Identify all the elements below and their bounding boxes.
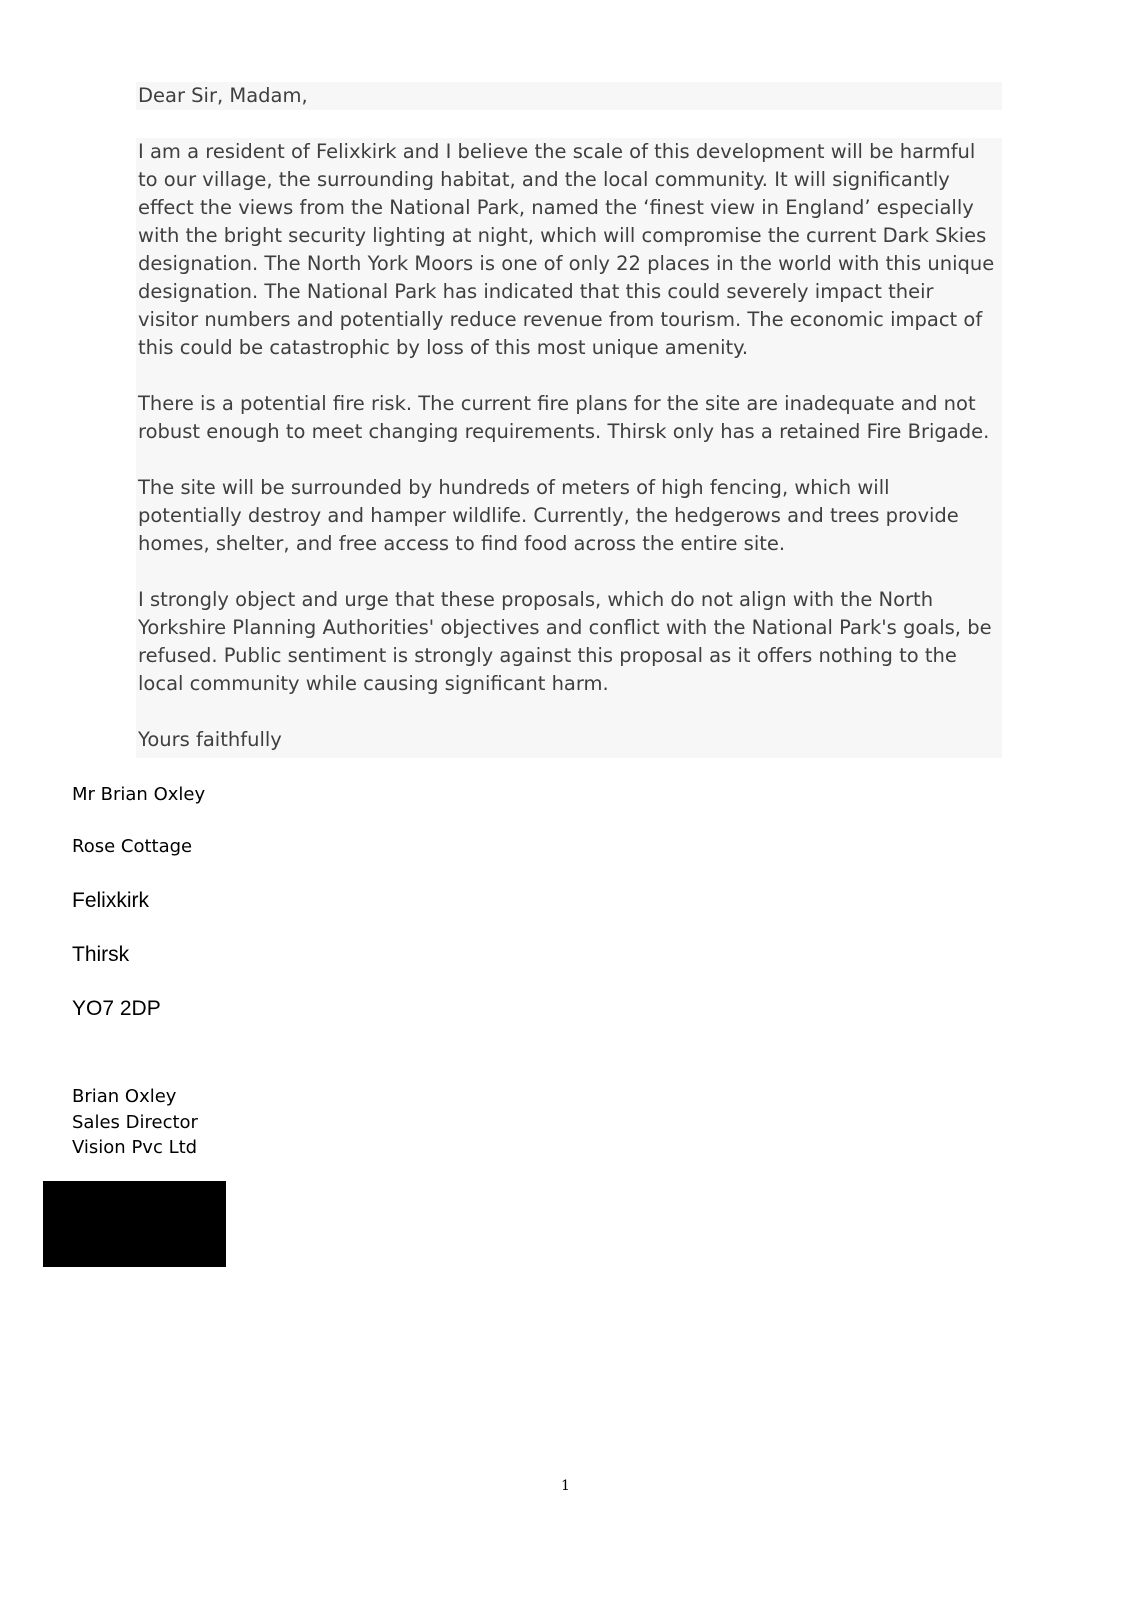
signature-name: Brian Oxley: [72, 1086, 177, 1107]
signature-company: Vision Pvc Ltd: [72, 1137, 198, 1158]
letter-paragraphs: [136, 138, 1002, 758]
address-line1: Rose Cottage: [72, 836, 193, 857]
address-town: Thirsk: [72, 943, 130, 966]
signature-title: Sales Director: [72, 1111, 198, 1133]
paragraph-fire-risk: There is a potential fire risk. The current fire plans for the site are inadequate and not robust enough to meet changing requirements. Thirsk only has a retained Fire Brigade.: [138, 392, 990, 443]
signature-block: [72, 1084, 198, 1161]
paragraph-impact: I am a resident of Felixkirk and I believe the scale of this development will be harmful to our village, the surrounding habitat, and the local community. It will significantly effect the views from the National Park, named the ‘finest view in England’ especially with the bright security lighting at night, which will compromise the current Dark Skies designation. The North York Moors is one of only 22 places in the world with this unique designation. The National Park has indicated that this could severely impact their visitor numbers and potentially reduce revenue from tourism. The economic impact of this could be catastrophic by loss of this most unique amenity.: [138, 140, 995, 359]
address-name: Mr Brian Oxley: [72, 784, 206, 805]
redaction-box: [43, 1181, 226, 1267]
page-number: 1: [561, 1478, 570, 1494]
paragraph-fencing: The site will be surrounded by hundreds of meters of high fencing, which will potentially destroy and hamper wildlife. Currently, the hedgerows and trees provide homes, shelter, and free access to find food across the entire site.: [138, 476, 959, 555]
salutation: Dear Sir, Madam,: [136, 82, 1002, 110]
address-village: Felixkirk: [72, 889, 149, 912]
address-postcode: YO7 2DP: [72, 997, 161, 1020]
paragraph-objection: I strongly object and urge that these proposals, which do not align with the North Yorkshire Planning Authorities' objectives and conflict with the National Park's goals, be refused. Public sentiment is strongly against this proposal as it offers nothing to the local community while causing significant harm.: [138, 588, 992, 695]
closing: Yours faithfully: [138, 728, 282, 751]
